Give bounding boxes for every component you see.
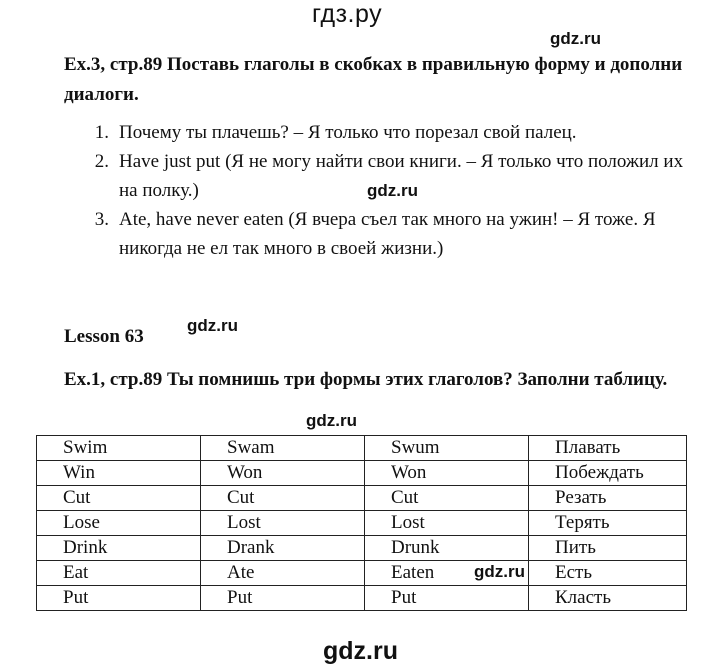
table-cell: Ate bbox=[201, 561, 365, 586]
table-cell: Lose bbox=[37, 511, 201, 536]
table-cell: Lost bbox=[201, 511, 365, 536]
table-row bbox=[37, 561, 687, 586]
item-number: 2. bbox=[94, 151, 109, 172]
table-cell: Cut bbox=[37, 486, 201, 511]
item-text: Почему ты плачешь? – Я только что порезал свой палец. bbox=[119, 122, 577, 143]
table-row bbox=[37, 536, 687, 561]
watermark: gdz.ru bbox=[367, 181, 418, 200]
table-cell: Put bbox=[37, 586, 201, 611]
table-row bbox=[37, 511, 687, 536]
table-cell: Swam bbox=[201, 436, 365, 461]
table-row bbox=[37, 461, 687, 486]
table-cell: Drunk bbox=[365, 536, 529, 561]
table-cell: Won bbox=[201, 461, 365, 486]
table-cell: Drank bbox=[201, 536, 365, 561]
table-cell: Lost bbox=[365, 511, 529, 536]
exercise-3-heading: Ex.3, стр.89 Поставь глаголы в скобках в правильную форму и дополни диалоги. bbox=[64, 54, 683, 105]
item-number: 1. bbox=[94, 122, 109, 143]
table-row bbox=[37, 486, 687, 511]
watermark-top: гдз.ру bbox=[312, 0, 383, 28]
watermark: gdz.ru bbox=[550, 29, 601, 48]
item-number: 3. bbox=[94, 209, 109, 230]
watermark: gdz.ru bbox=[306, 411, 357, 430]
table-row bbox=[37, 436, 687, 461]
table-cell: Побеждать bbox=[529, 461, 687, 486]
table-cell: Win bbox=[37, 461, 201, 486]
list-item bbox=[64, 205, 704, 263]
exercise-1-heading: Ex.1, стр.89 Ты помнишь три формы этих глаголов? Заполни таблицу. bbox=[64, 369, 668, 390]
table-cell: Put bbox=[365, 586, 529, 611]
table-cell: Cut bbox=[201, 486, 365, 511]
table-cell: Swum bbox=[365, 436, 529, 461]
table-cell: Cut bbox=[365, 486, 529, 511]
watermark-bottom: gdz.ru bbox=[323, 637, 398, 665]
table-cell: Класть bbox=[529, 586, 687, 611]
table-cell: Drink bbox=[37, 536, 201, 561]
table-cell: Пить bbox=[529, 536, 687, 561]
item-text: Ate, have never eaten (Я вчера съел так много на ужин! – Я тоже. Я никогда не ел так много в своей жизни.) bbox=[119, 209, 656, 259]
watermark: gdz.ru bbox=[474, 562, 525, 581]
table-row bbox=[37, 586, 687, 611]
lesson-title: Lesson 63 bbox=[64, 326, 144, 347]
table-cell: Won bbox=[365, 461, 529, 486]
list-item bbox=[64, 118, 704, 147]
table-cell: Swim bbox=[37, 436, 201, 461]
table-cell: Терять bbox=[529, 511, 687, 536]
table-cell: Есть bbox=[529, 561, 687, 586]
table-cell: Eat bbox=[37, 561, 201, 586]
table-cell: Eaten bbox=[365, 561, 529, 586]
watermark: gdz.ru bbox=[187, 316, 238, 335]
item-text: Have just put (Я не могу найти свои книги. – Я только что положил их на полку.) bbox=[119, 151, 684, 201]
table-cell: Put bbox=[201, 586, 365, 611]
table-cell: Плавать bbox=[529, 436, 687, 461]
table-cell: Резать bbox=[529, 486, 687, 511]
verb-forms-table bbox=[36, 435, 687, 611]
